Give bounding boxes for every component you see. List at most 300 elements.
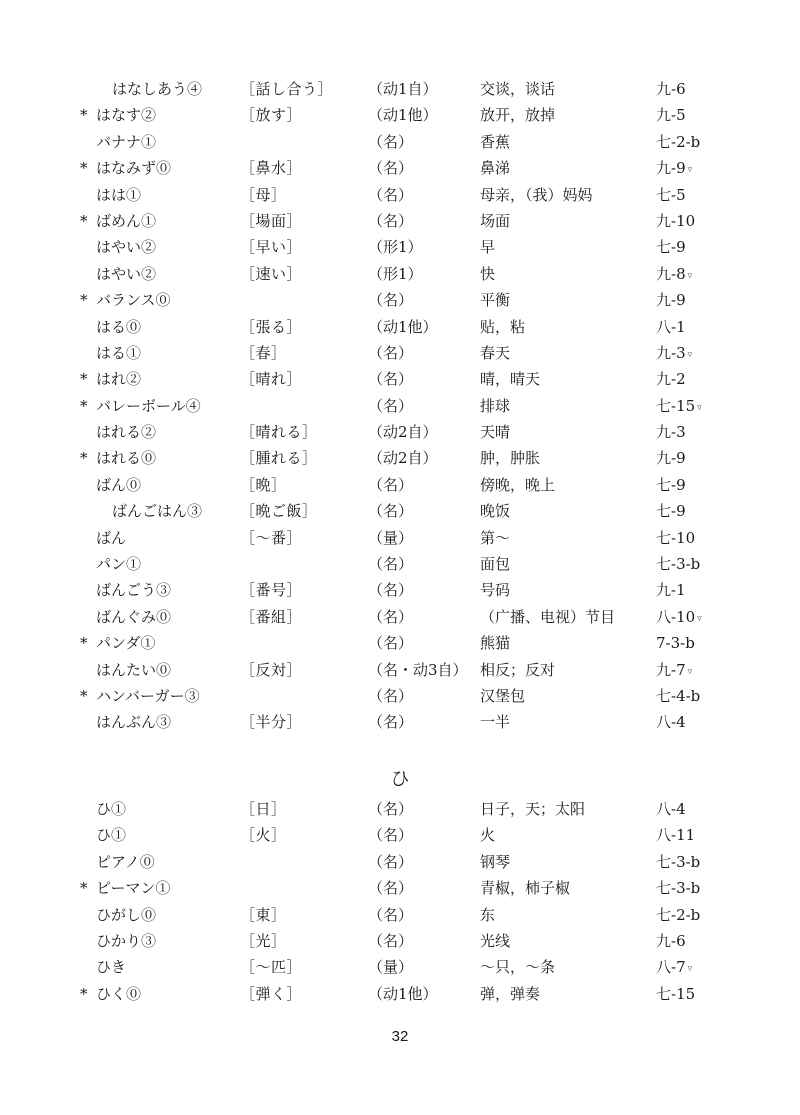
entry-meaning-text: 弹，弹奏 bbox=[480, 984, 541, 1003]
entry-part-of-speech bbox=[368, 928, 413, 954]
entry-meaning bbox=[480, 393, 510, 419]
entry-lesson-text: 七-10 bbox=[656, 528, 696, 547]
vocab-section-ha bbox=[0, 76, 800, 736]
entry-part-of-speech-text: （名） bbox=[368, 291, 414, 310]
entry-part-of-speech-text: （形1） bbox=[368, 264, 423, 283]
new-word-marker-text: * bbox=[80, 634, 88, 653]
entry-meaning bbox=[480, 208, 510, 234]
entry-word-text: はる⓪ bbox=[96, 317, 142, 336]
entry-lesson bbox=[656, 796, 688, 824]
entry-kanji-text: ［東］ bbox=[240, 905, 287, 924]
entry-part-of-speech bbox=[368, 261, 423, 287]
vocab-entry bbox=[0, 419, 800, 445]
entry-meaning-text: 一半 bbox=[480, 713, 511, 732]
entry-lesson-text: 九-9 bbox=[656, 159, 686, 178]
entry-meaning bbox=[480, 129, 510, 155]
entry-part-of-speech bbox=[368, 954, 413, 980]
entry-lesson bbox=[656, 445, 688, 473]
entry-part-of-speech bbox=[368, 551, 413, 577]
entry-word bbox=[96, 577, 171, 603]
entry-lesson bbox=[656, 657, 692, 685]
entry-word bbox=[96, 208, 156, 234]
entry-kanji bbox=[240, 981, 302, 1007]
vocab-entry bbox=[0, 314, 800, 340]
entry-kanji bbox=[240, 525, 302, 551]
entry-lesson-text: 九-9 bbox=[656, 291, 686, 310]
entry-lesson-text: 九-10 bbox=[656, 211, 696, 230]
vocab-section-hi bbox=[0, 796, 800, 1007]
new-word-marker-text: * bbox=[80, 291, 88, 310]
new-word-marker bbox=[80, 683, 94, 709]
entry-meaning bbox=[480, 902, 495, 928]
entry-part-of-speech bbox=[368, 875, 413, 901]
entry-kanji bbox=[240, 709, 302, 735]
entry-part-of-speech bbox=[368, 419, 438, 445]
entry-meaning-text: 日子，天；太阳 bbox=[480, 800, 586, 818]
entry-lesson bbox=[656, 525, 697, 553]
entry-meaning bbox=[480, 314, 525, 340]
entry-kanji bbox=[240, 76, 333, 102]
entry-meaning bbox=[480, 445, 540, 471]
entry-meaning bbox=[480, 683, 525, 709]
entry-part-of-speech bbox=[368, 314, 438, 340]
entry-word bbox=[96, 102, 156, 128]
entry-meaning-text: 晚饭 bbox=[480, 502, 511, 521]
entry-part-of-speech-text: （名） bbox=[368, 185, 414, 204]
entry-lesson-text: 七-15 bbox=[656, 396, 696, 415]
entry-meaning-text: 平衡 bbox=[480, 291, 511, 310]
new-word-marker-text: * bbox=[80, 449, 88, 468]
entry-lesson-text: 八-11 bbox=[656, 826, 696, 845]
entry-lesson bbox=[656, 208, 697, 236]
entry-meaning bbox=[480, 287, 510, 313]
vocab-entry bbox=[0, 261, 800, 287]
entry-lesson-text: 九-9 bbox=[656, 449, 686, 468]
entry-lesson-text: 七-3-b bbox=[656, 852, 701, 871]
entry-meaning bbox=[480, 498, 510, 524]
entry-kanji bbox=[240, 366, 302, 392]
entry-kanji-text: ［鼻水］ bbox=[240, 159, 303, 178]
entry-kanji bbox=[240, 822, 287, 848]
entry-kanji-text: ［速い］ bbox=[240, 264, 303, 283]
entry-part-of-speech bbox=[368, 472, 413, 498]
vocab-entry bbox=[0, 981, 800, 1007]
entry-word-text: ばめん① bbox=[96, 211, 157, 230]
entry-meaning bbox=[480, 551, 510, 577]
vocab-entry bbox=[0, 796, 800, 822]
entry-part-of-speech-text: （名） bbox=[368, 826, 414, 845]
vocab-entry bbox=[0, 954, 800, 980]
entry-kanji-text: ［晩］ bbox=[240, 475, 287, 494]
entry-part-of-speech-text: （名・动3自） bbox=[368, 660, 468, 679]
vocab-entry bbox=[0, 102, 800, 128]
entry-lesson-text: 八-10 bbox=[656, 607, 696, 626]
entry-lesson bbox=[656, 340, 692, 368]
entry-kanji-text: ［晴れ］ bbox=[240, 370, 303, 389]
entry-meaning bbox=[480, 981, 540, 1007]
entry-part-of-speech bbox=[368, 657, 468, 683]
entry-meaning bbox=[480, 419, 510, 445]
entry-lesson-text: 七-2-b bbox=[656, 905, 701, 924]
entry-lesson bbox=[656, 129, 702, 157]
entry-meaning-text: 交谈，谈话 bbox=[480, 80, 556, 98]
entry-word-text: ばんごはん③ bbox=[112, 502, 203, 521]
vocab-entry bbox=[0, 577, 800, 603]
entry-word bbox=[96, 287, 171, 313]
entry-lesson-text: 八-1 bbox=[656, 317, 686, 336]
entry-word-text: はなしあう④ bbox=[112, 80, 203, 98]
entry-lesson-text: 九-5 bbox=[656, 106, 686, 125]
entry-meaning bbox=[480, 954, 555, 980]
entry-word bbox=[96, 551, 141, 577]
entry-word bbox=[96, 849, 155, 875]
entry-kanji bbox=[240, 498, 318, 524]
entry-kanji bbox=[240, 182, 287, 208]
vocab-entry bbox=[0, 683, 800, 709]
vocab-entry bbox=[0, 182, 800, 208]
entry-part-of-speech bbox=[368, 849, 413, 875]
entry-word-text: パンダ① bbox=[96, 634, 156, 653]
entry-part-of-speech bbox=[368, 366, 413, 392]
entry-kanji-text: ［母］ bbox=[240, 185, 287, 204]
entry-lesson bbox=[656, 928, 688, 956]
entry-part-of-speech bbox=[368, 393, 413, 419]
new-word-marker bbox=[80, 393, 94, 419]
entry-lesson bbox=[656, 182, 688, 210]
entry-kanji bbox=[240, 902, 287, 928]
entry-part-of-speech bbox=[368, 182, 413, 208]
entry-part-of-speech bbox=[368, 902, 413, 928]
entry-part-of-speech-text: （名） bbox=[368, 211, 414, 230]
entry-word-text: ピアノ⓪ bbox=[96, 852, 155, 871]
entry-part-of-speech-text: （名） bbox=[368, 852, 414, 871]
new-word-marker-text: * bbox=[80, 159, 88, 178]
entry-lesson-text: 九-8 bbox=[656, 264, 686, 283]
entry-word-text: ピーマン① bbox=[96, 879, 171, 898]
entry-word-text: はは① bbox=[96, 185, 142, 204]
new-word-marker bbox=[80, 981, 94, 1007]
entry-word bbox=[96, 954, 126, 980]
entry-lesson-text: 七-5 bbox=[656, 185, 686, 204]
entry-kanji bbox=[240, 796, 287, 822]
entry-kanji bbox=[240, 604, 302, 630]
vocab-entry bbox=[0, 208, 800, 234]
entry-part-of-speech bbox=[368, 604, 413, 630]
entry-lesson-text: 七-9 bbox=[656, 238, 686, 257]
entry-kanji-text: ［日］ bbox=[240, 800, 287, 818]
entry-meaning bbox=[480, 261, 495, 287]
entry-meaning bbox=[480, 604, 615, 630]
new-word-marker-text: * bbox=[80, 370, 88, 389]
entry-meaning-text: 第～ bbox=[480, 528, 511, 547]
section-heading-hi: ひ bbox=[390, 768, 410, 790]
vocab-entry bbox=[0, 498, 800, 524]
entry-word bbox=[96, 340, 141, 366]
entry-part-of-speech bbox=[368, 340, 413, 366]
entry-lesson bbox=[656, 102, 688, 130]
entry-word-text: バレーボール④ bbox=[96, 396, 201, 415]
vocab-entry bbox=[0, 155, 800, 181]
entry-kanji-text: ［～匹］ bbox=[240, 958, 303, 977]
entry-part-of-speech bbox=[368, 234, 423, 260]
entry-lesson bbox=[656, 419, 688, 447]
entry-kanji-text: ［番組］ bbox=[240, 607, 303, 626]
entry-meaning-text: 汉堡包 bbox=[480, 686, 526, 705]
entry-word-text: ハンバーガー③ bbox=[96, 686, 200, 705]
entry-meaning bbox=[480, 657, 555, 683]
entry-meaning-text: 天晴 bbox=[480, 423, 511, 442]
entry-lesson bbox=[656, 902, 702, 930]
entry-lesson bbox=[656, 472, 688, 500]
entry-meaning-text: （广播、电视）节目 bbox=[480, 607, 616, 626]
entry-lesson-text: 七-3-b bbox=[656, 879, 701, 898]
entry-meaning-text: 相反；反对 bbox=[480, 660, 556, 679]
entry-meaning-text: 号码 bbox=[480, 581, 511, 600]
entry-kanji bbox=[240, 577, 302, 603]
entry-part-of-speech bbox=[368, 683, 413, 709]
entry-lesson-text: 九-3 bbox=[656, 423, 686, 442]
vocab-entry bbox=[0, 472, 800, 498]
entry-lesson-text: 八-4 bbox=[656, 800, 686, 818]
entry-word bbox=[112, 498, 202, 524]
new-word-marker-text: * bbox=[80, 106, 88, 125]
entry-word bbox=[96, 709, 171, 735]
entry-meaning bbox=[480, 472, 555, 498]
new-word-marker-text: * bbox=[80, 686, 88, 705]
entry-word bbox=[96, 822, 126, 848]
entry-lesson-text: 八-7 bbox=[656, 958, 686, 977]
entry-word-text: はんたい⓪ bbox=[96, 660, 172, 679]
entry-word-text: はれる② bbox=[96, 423, 157, 442]
entry-lesson bbox=[656, 287, 688, 315]
entry-kanji-text: ［晩ご飯］ bbox=[240, 502, 318, 521]
entry-lesson-text: 七-15 bbox=[656, 984, 696, 1003]
entry-part-of-speech bbox=[368, 208, 413, 234]
entry-part-of-speech-text: （形1） bbox=[368, 238, 423, 257]
entry-lesson bbox=[656, 76, 688, 104]
new-word-marker bbox=[80, 102, 94, 128]
entry-part-of-speech bbox=[368, 525, 413, 551]
entry-lesson bbox=[656, 875, 702, 903]
entry-meaning-text: 香蕉 bbox=[480, 132, 511, 151]
entry-word-text: ばん bbox=[96, 528, 127, 547]
entry-lesson bbox=[656, 849, 702, 877]
entry-kanji bbox=[240, 102, 302, 128]
entry-part-of-speech bbox=[368, 155, 413, 181]
entry-word bbox=[96, 393, 201, 419]
triangle-marker-icon: ▿ bbox=[697, 402, 702, 413]
entry-part-of-speech bbox=[368, 822, 413, 848]
entry-part-of-speech-text: （动1他） bbox=[368, 984, 438, 1003]
entry-word-text: バナナ① bbox=[96, 132, 157, 151]
entry-lesson bbox=[656, 954, 692, 982]
entry-kanji-text: ［話し合う］ bbox=[240, 80, 334, 98]
entry-part-of-speech-text: （名） bbox=[368, 396, 414, 415]
entry-word bbox=[96, 928, 156, 954]
entry-part-of-speech-text: （量） bbox=[368, 958, 414, 977]
entry-kanji-text: ［放す］ bbox=[240, 106, 303, 125]
vocab-entry bbox=[0, 393, 800, 419]
entry-lesson-text: 七-3-b bbox=[656, 555, 701, 574]
entry-lesson bbox=[656, 709, 688, 737]
entry-meaning-text: 钢琴 bbox=[480, 852, 511, 871]
entry-kanji-text: ［張る］ bbox=[240, 317, 303, 336]
new-word-marker bbox=[80, 155, 94, 181]
entry-meaning bbox=[480, 822, 495, 848]
entry-kanji bbox=[240, 314, 302, 340]
entry-part-of-speech-text: （名） bbox=[368, 879, 414, 898]
entry-word bbox=[96, 875, 170, 901]
entry-kanji bbox=[240, 954, 302, 980]
entry-meaning bbox=[480, 366, 540, 392]
entry-meaning-text: 青椒，柿子椒 bbox=[480, 879, 571, 898]
entry-kanji bbox=[240, 155, 302, 181]
entry-meaning-text: 鼻涕 bbox=[480, 159, 511, 178]
entry-kanji bbox=[240, 340, 287, 366]
entry-meaning bbox=[480, 928, 510, 954]
entry-meaning-text: 场面 bbox=[480, 211, 511, 230]
vocab-entry bbox=[0, 604, 800, 630]
entry-lesson bbox=[656, 314, 688, 342]
entry-part-of-speech-text: （动2自） bbox=[368, 423, 438, 442]
vocab-entry bbox=[0, 902, 800, 928]
entry-part-of-speech-text: （动1他） bbox=[368, 106, 438, 125]
entry-word bbox=[96, 525, 126, 551]
entry-lesson-text: 九-6 bbox=[656, 931, 686, 950]
entry-part-of-speech-text: （名） bbox=[368, 502, 414, 521]
entry-lesson-text: 七-2-b bbox=[656, 132, 701, 151]
entry-meaning bbox=[480, 849, 510, 875]
vocab-entry bbox=[0, 366, 800, 392]
new-word-marker bbox=[80, 287, 94, 313]
entry-lesson bbox=[656, 234, 688, 262]
entry-part-of-speech bbox=[368, 796, 413, 822]
entry-lesson bbox=[656, 155, 692, 183]
entry-lesson-text: 七-9 bbox=[656, 502, 686, 521]
entry-lesson-text: 九-7 bbox=[656, 660, 686, 679]
entry-lesson bbox=[656, 393, 702, 421]
entry-meaning-text: 傍晚，晚上 bbox=[480, 475, 556, 494]
entry-kanji bbox=[240, 472, 287, 498]
entry-word-text: ひがし⓪ bbox=[96, 905, 157, 924]
entry-word bbox=[96, 234, 156, 260]
entry-word bbox=[96, 366, 141, 392]
new-word-marker-text: * bbox=[80, 879, 88, 898]
entry-kanji-text: ［番号］ bbox=[240, 581, 303, 600]
entry-meaning bbox=[480, 796, 585, 822]
entry-meaning-text: 放开，放掉 bbox=[480, 106, 556, 125]
vocab-entry bbox=[0, 849, 800, 875]
entry-lesson bbox=[656, 366, 688, 394]
entry-word bbox=[112, 76, 202, 102]
new-word-marker-text: * bbox=[80, 211, 88, 230]
entry-part-of-speech-text: （名） bbox=[368, 370, 414, 389]
vocab-entry bbox=[0, 129, 800, 155]
entry-part-of-speech bbox=[368, 577, 413, 603]
entry-lesson-text: 八-4 bbox=[656, 713, 686, 732]
entry-part-of-speech bbox=[368, 498, 413, 524]
entry-meaning bbox=[480, 102, 555, 128]
entry-part-of-speech-text: （名） bbox=[368, 634, 414, 653]
entry-part-of-speech bbox=[368, 630, 413, 656]
new-word-marker bbox=[80, 630, 94, 656]
triangle-marker-icon: ▿ bbox=[687, 270, 693, 281]
entry-kanji-text: ［光］ bbox=[240, 931, 287, 950]
entry-part-of-speech bbox=[368, 709, 413, 735]
entry-lesson bbox=[656, 630, 697, 658]
triangle-marker-icon: ▿ bbox=[697, 613, 702, 624]
entry-word bbox=[96, 981, 141, 1007]
new-word-marker-text: * bbox=[80, 396, 88, 415]
entry-part-of-speech bbox=[368, 981, 438, 1007]
entry-word bbox=[96, 182, 141, 208]
entry-kanji bbox=[240, 419, 318, 445]
entry-meaning-text: 母亲，（我）妈妈 bbox=[480, 185, 593, 204]
entry-meaning-text: 面包 bbox=[480, 555, 511, 574]
entry-word bbox=[96, 796, 126, 822]
triangle-marker-icon: ▿ bbox=[687, 349, 693, 360]
entry-kanji-text: ［火］ bbox=[240, 826, 287, 845]
entry-part-of-speech-text: （名） bbox=[368, 159, 414, 178]
vocab-entry bbox=[0, 76, 800, 102]
entry-lesson bbox=[656, 604, 702, 632]
entry-meaning bbox=[480, 182, 593, 208]
entry-part-of-speech-text: （名） bbox=[368, 905, 414, 924]
entry-meaning bbox=[480, 630, 510, 656]
vocab-entry bbox=[0, 445, 800, 471]
entry-part-of-speech-text: （名） bbox=[368, 132, 414, 151]
entry-lesson-text: 九-1 bbox=[656, 581, 686, 600]
entry-word-text: バランス⓪ bbox=[96, 291, 171, 310]
entry-meaning bbox=[480, 709, 510, 735]
entry-meaning bbox=[480, 234, 495, 260]
vocab-entry bbox=[0, 657, 800, 683]
entry-lesson bbox=[656, 551, 702, 579]
entry-part-of-speech-text: （动1他） bbox=[368, 317, 438, 336]
entry-meaning-text: 排球 bbox=[480, 396, 511, 415]
entry-meaning-text: 晴，晴天 bbox=[480, 370, 541, 389]
entry-word bbox=[96, 657, 171, 683]
entry-lesson-text: 7-3-b bbox=[656, 634, 695, 653]
entry-word-text: はやい② bbox=[96, 238, 157, 257]
entry-lesson bbox=[656, 577, 688, 605]
entry-word bbox=[96, 683, 200, 709]
entry-lesson-text: 九-6 bbox=[656, 80, 686, 98]
new-word-marker bbox=[80, 445, 94, 471]
vocab-entry bbox=[0, 928, 800, 954]
entry-part-of-speech-text: （名） bbox=[368, 343, 414, 362]
entry-kanji-text: ［腫れる］ bbox=[240, 449, 318, 468]
entry-word-text: はれる⓪ bbox=[96, 449, 157, 468]
triangle-marker-icon: ▿ bbox=[687, 666, 693, 677]
entry-lesson bbox=[656, 683, 702, 711]
entry-kanji-text: ［反対］ bbox=[240, 660, 303, 679]
entry-part-of-speech-text: （名） bbox=[368, 607, 414, 626]
entry-word bbox=[96, 314, 141, 340]
vocab-entry bbox=[0, 287, 800, 313]
entry-meaning bbox=[480, 340, 510, 366]
entry-lesson-text: 九-3 bbox=[656, 343, 686, 362]
entry-part-of-speech-text: （动1自） bbox=[368, 80, 438, 98]
entry-part-of-speech bbox=[368, 287, 413, 313]
vocab-entry bbox=[0, 525, 800, 551]
entry-meaning-text: 肿，肿胀 bbox=[480, 449, 541, 468]
entry-meaning bbox=[480, 155, 510, 181]
entry-meaning bbox=[480, 875, 570, 901]
entry-lesson-text: 七-9 bbox=[656, 475, 686, 494]
entry-word bbox=[96, 261, 156, 287]
new-word-marker-text: * bbox=[80, 984, 88, 1003]
